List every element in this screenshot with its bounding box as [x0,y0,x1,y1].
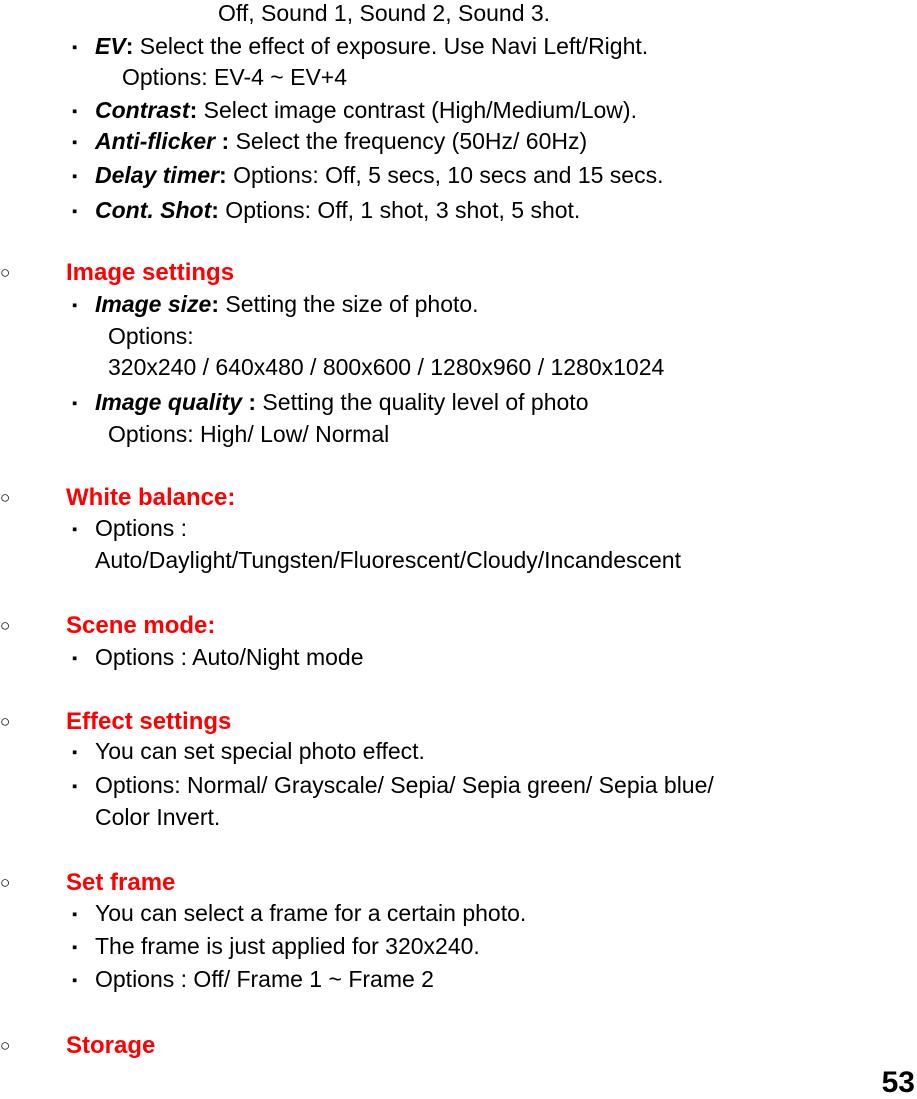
set-frame-options: Options : Off/ Frame 1 ~ Frame 2 [95,966,434,992]
white-balance-options: Auto/Daylight/Tungsten/Fluorescent/Cloudy/Incandescent [95,547,681,573]
term-label: Image quality [95,389,242,415]
section-heading-scene-mode: Scene mode: [66,612,216,639]
effect-settings-options-continued: Color Invert. [95,804,221,830]
term-label: EV [95,33,126,59]
circle-bullet-icon: ○ [0,712,11,731]
term-label: Contrast [95,97,190,123]
term-label: Delay timer [95,162,220,188]
term-description: Options: Off, 1 shot, 3 shot, 5 shot. [218,197,581,223]
circle-bullet-icon: ○ [0,616,11,635]
list-item-cont-shot [95,199,580,222]
section-heading-white-balance: White balance: [66,484,236,511]
list-item-contrast [95,99,637,122]
square-bullet-icon: ▪ [72,103,78,120]
effect-settings-options: Options: Normal/ Grayscale/ Sepia/ Sepia green/ Sepia blue/ [95,772,714,798]
square-bullet-icon: ▪ [72,972,78,989]
square-bullet-icon: ▪ [72,39,78,56]
term-description: Setting the size of photo. [219,291,479,317]
square-bullet-icon: ▪ [72,650,78,667]
term-colon: : [211,291,220,317]
square-bullet-icon: ▪ [72,521,78,538]
term-description: Options: Off, 5 secs, 10 secs and 15 secs. [226,162,664,188]
section-heading-image-settings: Image settings [66,259,235,286]
square-bullet-icon: ▪ [72,203,78,220]
effect-settings-item: You can set special photo effect. [95,738,425,764]
list-item-image-quality [95,391,589,414]
term-colon: : [125,33,134,59]
square-bullet-icon: ▪ [72,168,78,185]
set-frame-item: The frame is just applied for 320x240. [95,933,480,959]
set-frame-item: You can select a frame for a certain photo. [95,900,527,926]
square-bullet-icon: ▪ [72,744,78,761]
term-description: Select image contrast (High/Medium/Low). [197,97,637,123]
image-size-options: 320x240 / 640x480 / 800x600 / 1280x960 / 1280x1024 [108,354,665,380]
circle-bullet-icon: ○ [0,1036,11,1055]
term-description: Select the effect of exposure. Use Navi Left/Right. [133,33,649,59]
circle-bullet-icon: ○ [0,873,11,892]
section-heading-storage: Storage [66,1032,156,1059]
scene-mode-options: Options : Auto/Night mode [95,644,364,670]
image-size-options-label: Options: [108,323,194,349]
term-colon: : [215,128,230,154]
term-colon: : [241,389,257,415]
list-item-anti-flicker [95,130,587,153]
list-item-image-size [95,293,479,316]
term-colon: : [219,162,227,188]
square-bullet-icon: ▪ [72,939,78,956]
term-colon: : [211,197,219,223]
circle-bullet-icon: ○ [0,263,11,282]
section-heading-effect-settings: Effect settings [66,708,232,735]
square-bullet-icon: ▪ [72,134,78,151]
square-bullet-icon: ▪ [72,778,78,795]
square-bullet-icon: ▪ [72,297,78,314]
term-description: Setting the quality level of photo [256,389,589,415]
circle-bullet-icon: ○ [0,488,11,507]
term-description: Select the frequency (50Hz/ 60Hz) [229,128,588,154]
ev-options: Options: EV-4 ~ EV+4 [122,64,348,90]
square-bullet-icon: ▪ [72,395,78,412]
square-bullet-icon: ▪ [72,906,78,923]
term-label: Image size [95,291,212,317]
image-quality-options: Options: High/ Low/ Normal [108,421,390,447]
list-item-ev [95,35,648,58]
section-heading-set-frame: Set frame [66,869,176,896]
list-item-delay-timer [95,164,664,187]
term-colon: : [189,97,198,123]
white-balance-options-label: Options : [95,515,188,541]
term-label: Cont. Shot [95,197,212,223]
term-label: Anti-flicker [95,128,216,154]
intro-line: Off, Sound 1, Sound 2, Sound 3. [218,0,551,26]
page-number: 53 [881,1066,915,1099]
